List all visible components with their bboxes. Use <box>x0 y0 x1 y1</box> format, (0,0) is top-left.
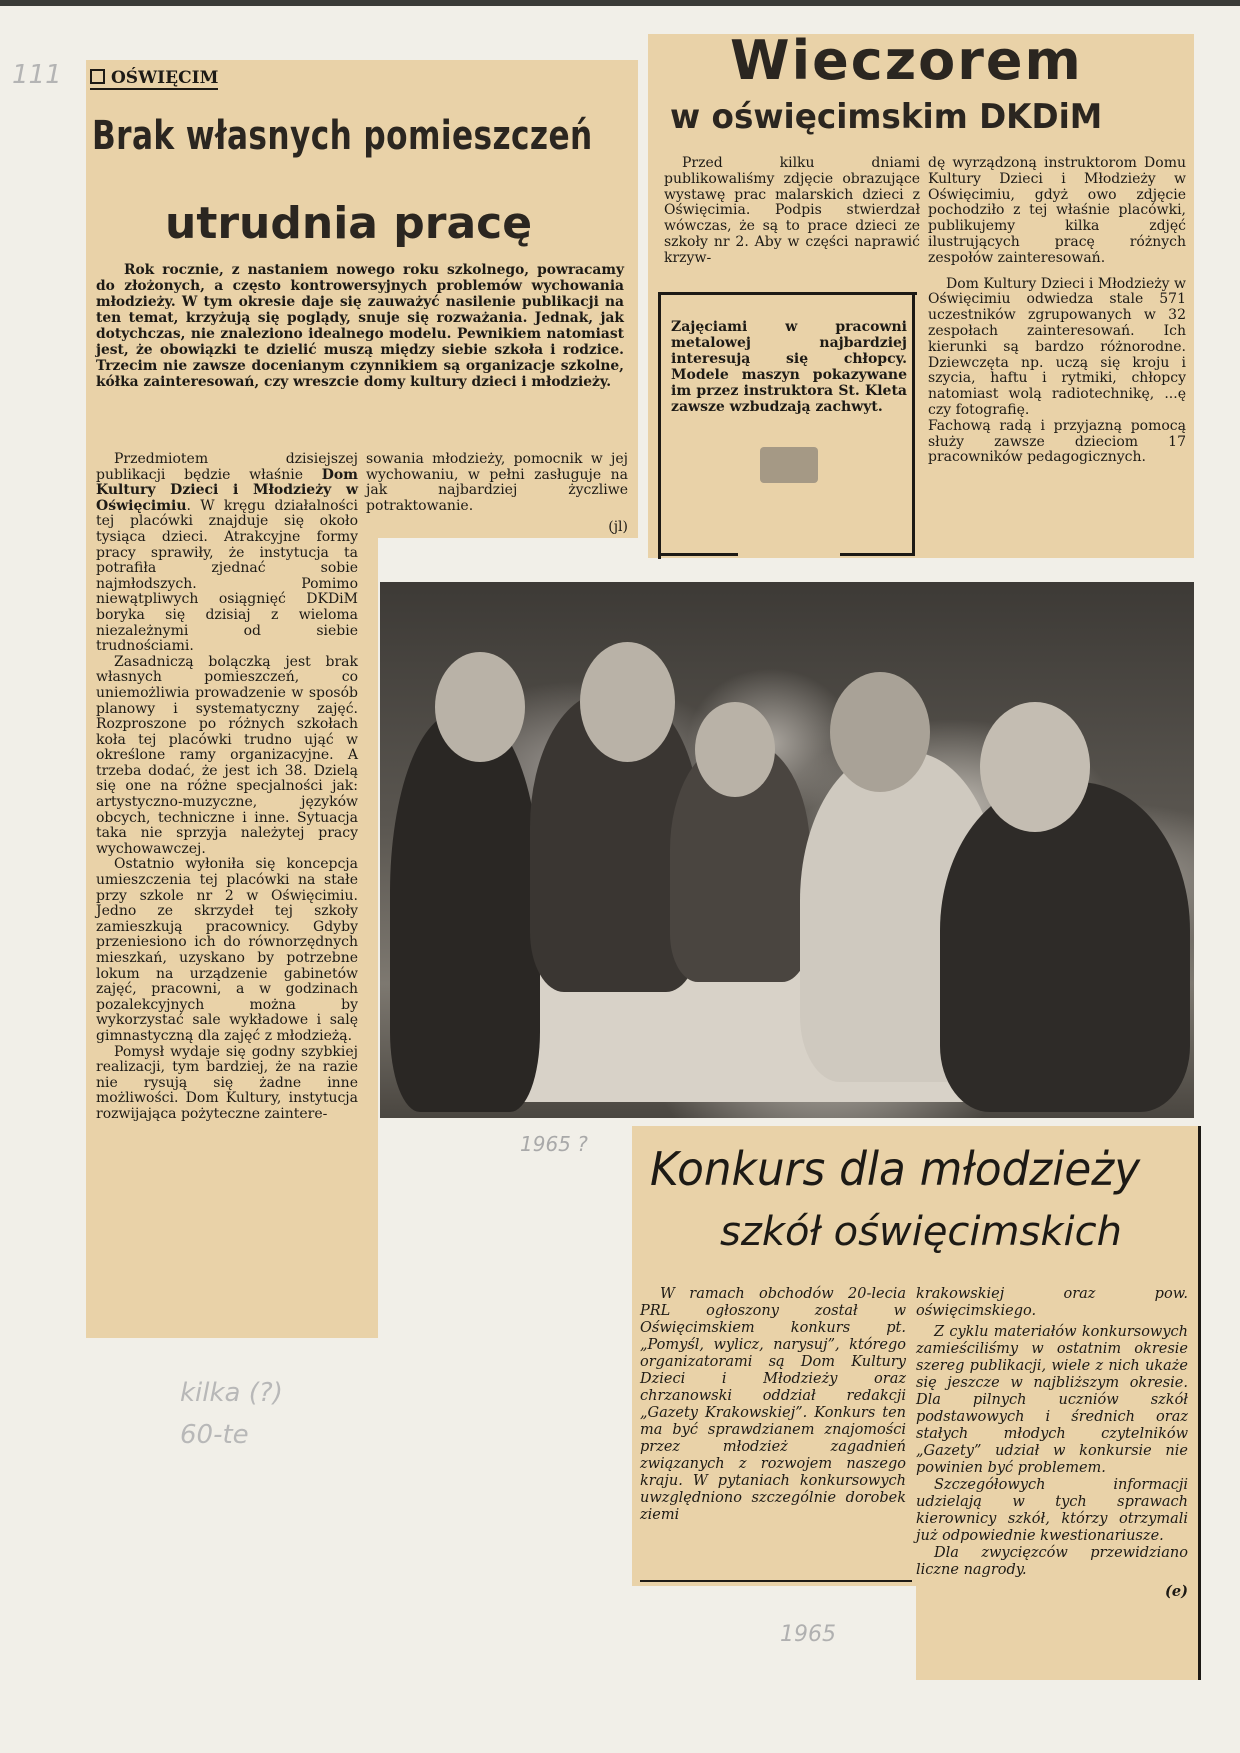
article3-title-line1: Konkurs dla młodzieży <box>650 1142 1141 1196</box>
page-number-annotation: 111 <box>12 60 62 90</box>
article1-title-line2: utrudnia pracę <box>165 198 533 249</box>
article1-column1: Przedmiotem dzisiejszej publikacji będzie właśnie Dom Kultury Dzieci i Młodzieży w Oświęcimiu. W kręgu działalności tej placówki znajduje się około tysiąca dzieci. Atrakcyjne formy pracy sprawiły, że instytucja ta potrafiła zjednać sobie najmłodszych. Pomimo niewątpliwych osiągnięć DKDiM boryka się dzisiaj z wieloma niezależnymi od siebie trudnościami. Zasadniczą bolączką jest brak własnych pomieszczeń, co uniemożliwia prowadzenie w sposób planowy i systematyczny zajęć. Rozproszone po różnych szkołach koła tej placówki trudno ująć w określone ramy organizacyjne. A trzeba dodać, że jest ich 38. Dzielą się one na różne specjalności jak: artystyczno-muzyczne, języków obcych, techniczne i inne. Sytuacja taka nie sprzyja należytej pracy wychowawczej. Ostatnio wyłoniła się koncepcja umieszczenia tej placówki na stałe przy szkole nr 2 w Oświęcimiu. Jedno ze skrzydeł tej szkoły zamieszkują pracownicy. Gdyby przeniesiono ich do równorzędnych mieszkań, uzyskano by potrzebne lokum na urządzenie gabinetów zajęć, pracowni, a w godzinach pozalekcyjnych można by wykorzystać sale wykładowe i salę gimnastyczną dla zajęć z młodzieżą. Pomysł wydaje się godny szybkiej realizacji, tym bardziej, że na razie nie rysują się żadne inne możliwości. Dom Kultury, instytucja rozwijająca pożyteczne zaintere- <box>96 451 358 1122</box>
photo-face-boy1 <box>435 652 525 762</box>
article3-column2: krakowskiej oraz pow. oświęcimskiego. Z cyklu materiałów konkursowych zamieściliśmy w ostatnim okresie szereg publikacji, wiele z nich ukaże się jeszcze w najbliższym okresie. Dla pilnych uczniów szkół podstawowych i średnich oraz stałych młodych czytelników „Gazety” udział w konkursie nie powinien być problemem. Szczegółowych informacji udzielają w tych sprawach kierownicy szkół, którzy otrzymali już odpowiednie kwestionariusze. Dla zwycięzców przewidziano liczne nagrody. (e) <box>916 1286 1188 1600</box>
article1-column2: sowania młodzieży, pomocnik w jej wychowaniu, w pełni zasługuje na jak najbardziej życzliwe potraktowanie. (jl) <box>366 451 628 536</box>
photo-caption-box-bottom-right <box>840 553 915 556</box>
note-annotation-line2: 60-te <box>180 1420 249 1450</box>
photo-caption: Zajęciami w pracowni metalowej najbardziej interesują się chłopcy. Modele maszyn pokazywane im przez instruktora St. Kleta zawsze wzbudzają zachwyt. <box>671 319 907 415</box>
article2-column1: Przed kilku dniami publikowaliśmy zdjęcie obrazujące wystawę prac malarskich dzieci z Oświęcimia. Podpis stwierdzał wówczas, że są to prace dzieci ze szkoły nr 2. Aby w części naprawić krzyw- <box>664 155 920 266</box>
photo-face-boy2 <box>580 642 675 762</box>
article3-title-line2: szkół oświęcimskich <box>720 1209 1122 1255</box>
article2-title-line2: w oświęcimskim DKDiM <box>670 97 1103 137</box>
article1-title-line1: Brak własnych pomieszczeń <box>92 113 593 159</box>
article2-column2: dę wyrządzoną instruktorom Domu Kultury Dzieci i Młodzieży w Oświęcimiu, gdyż owo zdjęcie pochodziło z tej właśnie placówki, publikujemy kilka zdjęć ilustrujących pracę różnych zespołów zainteresowań. Dom Kultury Dzieci i Młodzieży w Oświęcimiu odwiedza stale 571 uczestników zgrupowanych w 32 zespołach zainteresowań. Ich kierunki są bardzo różnorodne. Dziewczęta np. uczą się kroju i szycia, haftu i rytmiki, chłopcy natomiast wolą radiotechnikę, ...ę czy fotografię. Fachową radą i przyjazną pomocą służy zawsze dzieciom 17 pracowników pedagogicznych. <box>928 155 1186 466</box>
article3-clipping-bottom <box>916 1586 1200 1680</box>
note-annotation-line1: kilka (?) <box>180 1378 283 1408</box>
photo-face-instructor <box>830 672 930 792</box>
article2-title-line1: Wieczorem <box>730 29 1083 92</box>
scan-top-edge <box>0 0 1240 6</box>
photo-face-boy3 <box>695 702 775 797</box>
photo-caption-box-bottom-left <box>658 553 738 556</box>
photo-caption-box-right-border <box>912 292 915 554</box>
square-icon <box>90 69 105 84</box>
photo-figure-man <box>940 782 1190 1112</box>
article1-signature: (jl) <box>608 519 628 536</box>
article1-lead: Rok rocznie, z nastaniem nowego roku szkolnego, powracamy do złożonych, a często kontrowersyjnych problemów wychowania młodzieży. W tym okresie daje się zauważyć nasilenie publikacji na ten temat, krzyżują się poglądy, snuje się rozważania. Jednak, jak dotychczas, nie znaleziono idealnego modelu. Pewnikiem natomiast jest, że obowiązki te dzielić muszą między siebie szkoła i rodzice. Trzecim nie zawsze docenianym czynnikiem są organizacje szkolne, kółka zainteresowań, czy wreszcie domy kultury dzieci i młodzieży. <box>96 262 624 390</box>
workshop-photo <box>380 582 1194 1118</box>
year-annotation: 1965 ? <box>520 1132 588 1156</box>
article3-signature: (e) <box>1165 1583 1188 1600</box>
photo-face-man <box>980 702 1090 832</box>
camera-icon <box>760 447 818 483</box>
photo-figure-boy1 <box>390 712 540 1112</box>
section-label: OŚWIĘCIM <box>90 68 218 90</box>
article3-right-rule <box>1198 1126 1201 1680</box>
article3-column1-rule <box>640 1580 912 1582</box>
article3-column1: W ramach obchodów 20-lecia PRL ogłoszony został w Oświęcimskiem konkurs pt. „Pomyśl, wylicz, narysuj”, którego organizatorami są Dom Kultury Dzieci i Młodzieży oraz chrzanowski oddział redakcji „Gazety Krakowskiej”. Konkurs ten ma być sprawdzianem znajomości przez młodzież zagadnień związanych z rozwojem naszego kraju. W pytaniach konkursowych uwzględniono szczególnie dorobek ziemi <box>640 1286 906 1523</box>
year-annotation-bottom: 1965 <box>780 1622 836 1647</box>
photo-caption-box <box>658 292 917 559</box>
